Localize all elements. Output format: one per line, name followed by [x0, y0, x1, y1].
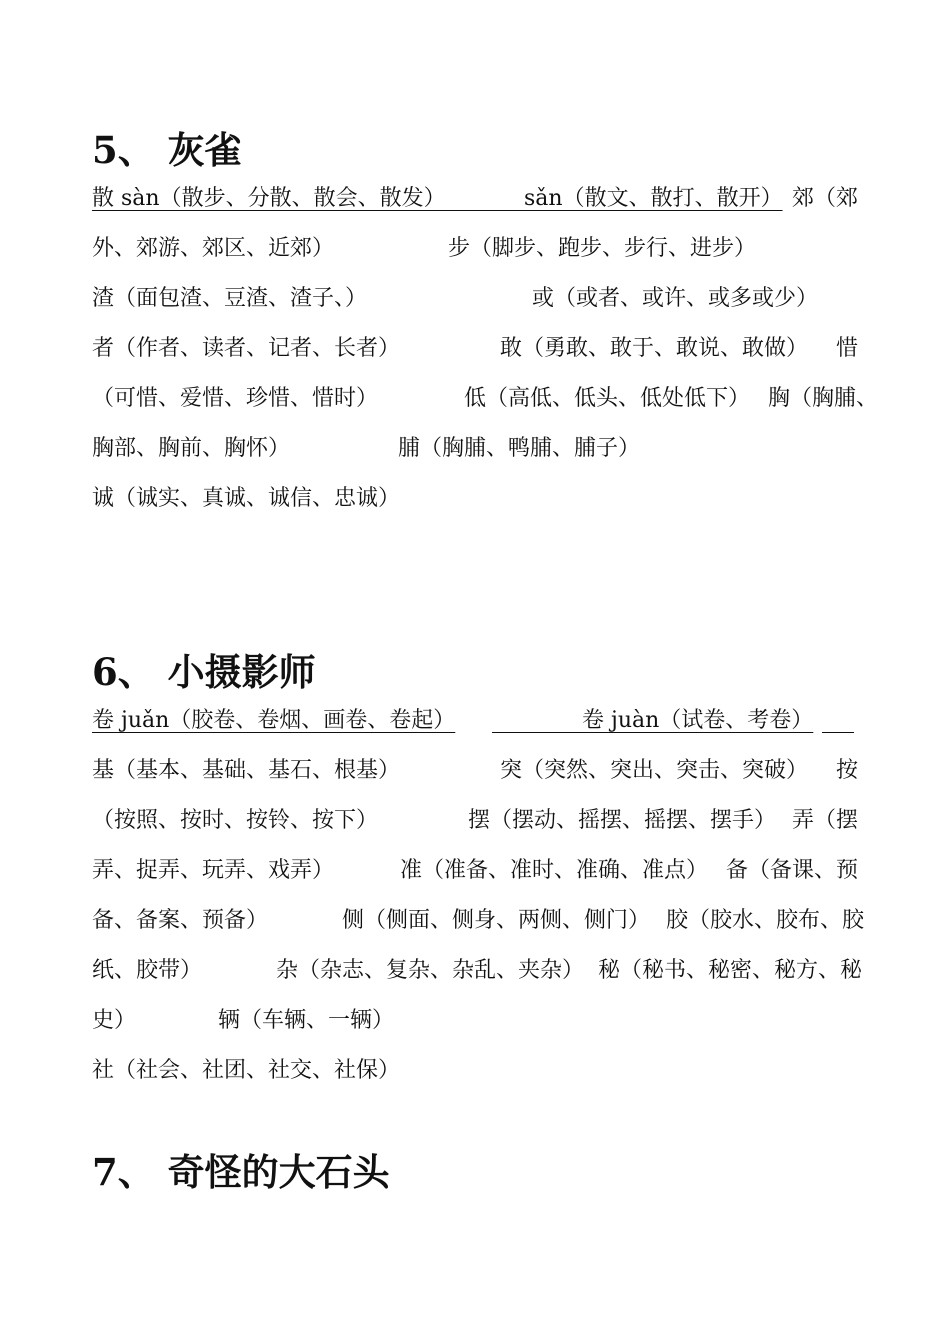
underline-rule — [822, 732, 854, 733]
word-group: 秘（秘书、秘密、秘方、秘 — [598, 958, 863, 983]
word-group: 备（备课、预 — [726, 858, 859, 883]
underline-rule — [444, 210, 526, 211]
word-group: 卷 juàn（试卷、考卷） — [582, 708, 814, 733]
word-group: 侧（侧面、侧身、两侧、侧门） — [342, 908, 651, 933]
word-group: 者（作者、读者、记者、长者） — [92, 336, 401, 361]
text-line — [92, 434, 862, 464]
text-line — [92, 1006, 862, 1036]
word-group: 杂（杂志、复杂、杂乱、夹杂） — [276, 958, 585, 983]
word-group: 散 sàn（散步、分散、散会、散发） — [92, 186, 446, 211]
word-group: 外、郊游、郊区、近郊） — [92, 236, 335, 261]
text-line — [92, 184, 862, 214]
text-line — [92, 484, 862, 514]
text-line — [92, 706, 862, 736]
word-group: 胶（胶水、胶布、胶 — [666, 908, 865, 933]
word-group: 弄、捉弄、玩弄、戏弄） — [92, 858, 335, 883]
text-line — [92, 1056, 862, 1086]
word-group: 胸（胸脯、 — [768, 386, 879, 411]
word-group: 按 — [836, 758, 859, 783]
text-line — [92, 806, 862, 836]
word-group: 摆（摆动、摇摆、摇摆、摆手） — [468, 808, 777, 833]
word-group: 或（或者、或许、或多或少） — [532, 286, 819, 311]
word-group: 渣（面包渣、豆渣、渣子、） — [92, 286, 368, 311]
section-heading: 6、 小摄影师 — [92, 650, 316, 694]
word-group: 卷 juǎn（胶卷、卷烟、画卷、卷起） — [92, 708, 456, 733]
word-group: 弄（摆 — [792, 808, 859, 833]
text-line — [92, 234, 862, 264]
word-group: 脯（胸脯、鸭脯、脯子） — [398, 436, 641, 461]
word-group: 基（基本、基础、基石、根基） — [92, 758, 401, 783]
text-line — [92, 956, 862, 986]
text-line — [92, 384, 879, 414]
word-group: 社（社会、社团、社交、社保） — [92, 1058, 401, 1083]
section-heading: 5、 灰雀 — [92, 128, 242, 172]
text-line — [92, 906, 865, 936]
text-line — [92, 284, 862, 314]
word-group: 郊（郊 — [792, 186, 859, 211]
word-group: 备、备案、预备） — [92, 908, 269, 933]
word-group: sǎn（散文、散打、散开） — [524, 186, 783, 211]
word-group: （可惜、爱惜、珍惜、惜时） — [92, 386, 379, 411]
underline-rule — [492, 732, 584, 733]
word-group: 突（突然、突出、突击、突破） — [500, 758, 809, 783]
section-heading: 7、 奇怪的大石头 — [92, 1150, 390, 1194]
word-group: 胸部、胸前、胸怀） — [92, 436, 291, 461]
word-group: 史） — [92, 1008, 137, 1033]
text-line — [92, 756, 862, 786]
text-line — [92, 334, 862, 364]
word-group: 低（高低、低头、低处低下） — [464, 386, 751, 411]
word-group: 纸、胶带） — [92, 958, 203, 983]
word-group: （按照、按时、按铃、按下） — [92, 808, 379, 833]
word-group: 诚（诚实、真诚、诚信、忠诚） — [92, 486, 401, 511]
word-group: 准（准备、准时、准确、准点） — [400, 858, 709, 883]
text-line — [92, 856, 862, 886]
word-group: 惜 — [836, 336, 859, 361]
word-group: 步（脚步、跑步、步行、进步） — [448, 236, 757, 261]
word-group: 辆（车辆、一辆） — [218, 1008, 395, 1033]
word-group: 敢（勇敢、敢于、敢说、敢做） — [500, 336, 809, 361]
